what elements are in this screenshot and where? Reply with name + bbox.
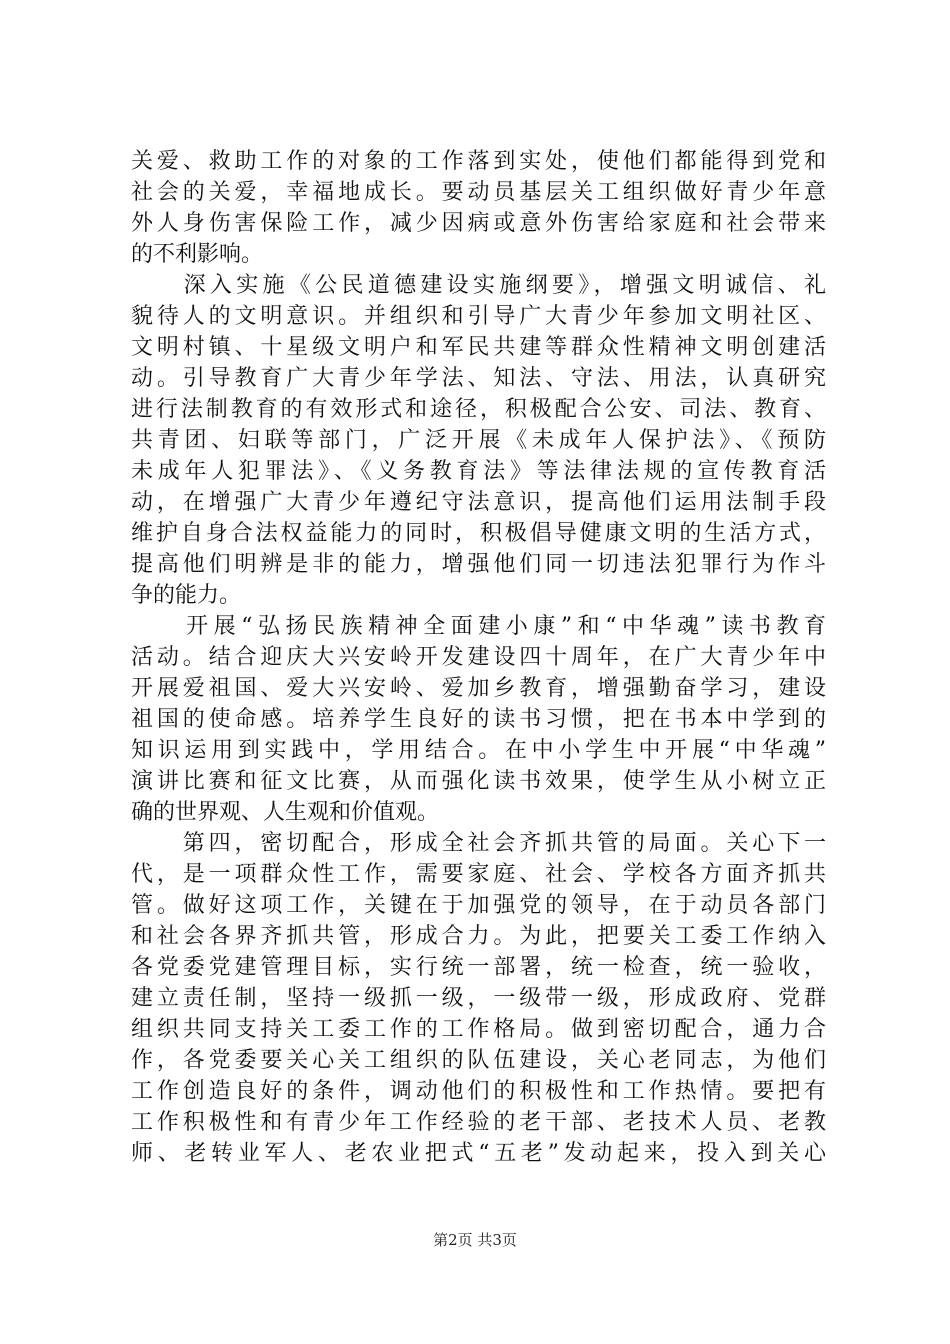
document-body xyxy=(131,146,826,1169)
text-line: 未成年人犯罪法》、《义务教育法》等法律法规的宣传教育活 xyxy=(131,459,826,484)
text-line: 演讲比赛和征文比赛，从而强化读书效果，使学生从小树立正 xyxy=(131,769,826,794)
text-line: 活动。结合迎庆大兴安岭开发建设四十周年，在广大青少年中 xyxy=(131,645,826,670)
text-line: 管。做好这项工作，关键在于加强党的领导，在于动员各部门 xyxy=(131,893,826,918)
text-line: 建立责任制，坚持一级抓一级，一级带一级，形成政府、党群 xyxy=(131,986,826,1011)
text-line: 第四，密切配合，形成全社会齐抓共管的局面。关心下一 xyxy=(131,831,826,856)
text-line: 师、老转业军人、老农业把式“五老”发动起来，投入到关心 xyxy=(131,1141,826,1166)
text-line: 代，是一项群众性工作，需要家庭、社会、学校各方面齐抓共 xyxy=(131,862,826,887)
text-line: 文明村镇、十星级文明户和军民共建等群众性精神文明创建活 xyxy=(131,335,826,360)
text-line: 的不利影响。 xyxy=(131,242,264,267)
text-line: 动。引导教育广大青少年学法、知法、守法、用法，认真研究 xyxy=(131,366,826,391)
text-line: 貌待人的文明意识。并组织和引导广大青少年参加文明社区、 xyxy=(131,304,826,329)
text-line: 开展“弘扬民族精神全面建小康”和“中华魂”读书教育 xyxy=(131,614,826,639)
text-line: 共青团、妇联等部门，广泛开展《未成年人保护法》、《预防 xyxy=(131,428,826,453)
text-line: 争的能力。 xyxy=(131,583,242,608)
text-line: 各党委党建管理目标，实行统一部署，统一检查，统一验收， xyxy=(131,955,826,980)
text-line: 动，在增强广大青少年遵纪守法意识，提高他们运用法制手段 xyxy=(131,490,826,515)
text-line: 作，各党委要关心关工组织的队伍建设，关心老同志，为他们 xyxy=(131,1048,826,1073)
text-line: 确的世界观、人生观和价值观。 xyxy=(131,800,440,825)
text-line: 维护自身合法权益能力的同时，积极倡导健康文明的生活方式， xyxy=(131,521,826,546)
text-line: 知识运用到实践中，学用结合。在中小学生中开展“中华魂” xyxy=(131,738,826,763)
text-line: 工作创造良好的条件，调动他们的积极性和工作热情。要把有 xyxy=(131,1079,826,1104)
text-line: 进行法制教育的有效形式和途径，积极配合公安、司法、教育、 xyxy=(131,397,826,422)
text-line: 开展爱祖国、爱大兴安岭、爱加乡教育，增强勤奋学习，建设 xyxy=(131,676,826,701)
page-number-footer: 第2页 共3页 xyxy=(433,1231,517,1249)
text-line: 组织共同支持关工委工作的工作格局。做到密切配合，通力合 xyxy=(131,1017,826,1042)
text-line: 祖国的使命感。培养学生良好的读书习惯，把在书本中学到的 xyxy=(131,707,826,732)
text-line: 关爱、救助工作的对象的工作落到实处，使他们都能得到党和 xyxy=(131,149,826,174)
text-line: 和社会各界齐抓共管，形成合力。为此，把要关工委工作纳入 xyxy=(131,924,826,949)
text-line: 社会的关爱，幸福地成长。要动员基层关工组织做好青少年意 xyxy=(131,180,826,205)
text-line: 深入实施《公民道德建设实施纲要》，增强文明诚信、礼 xyxy=(131,273,826,298)
text-line: 提高他们明辨是非的能力，增强他们同一切违法犯罪行为作斗 xyxy=(131,552,826,577)
text-line: 工作积极性和有青少年工作经验的老干部、老技术人员、老教 xyxy=(131,1110,826,1135)
text-line: 外人身伤害保险工作，减少因病或意外伤害给家庭和社会带来 xyxy=(131,211,826,236)
